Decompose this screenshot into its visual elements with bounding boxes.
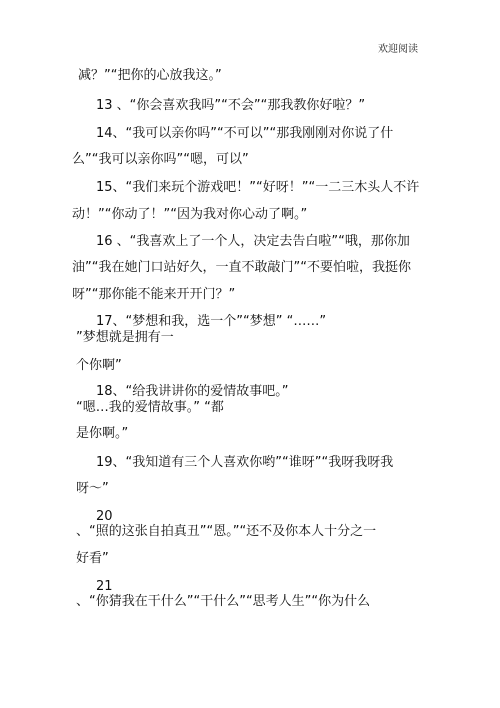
text-line-22: 、“你猜我在干什么”“干什么”“思考人生”“你为什么 bbox=[76, 594, 371, 609]
page-header: 欢迎阅读 bbox=[378, 44, 418, 55]
text-line-11: ”梦想就是拥有一 bbox=[76, 330, 174, 345]
text-line-14: “嗯…我的爱情故事。” “都 bbox=[76, 400, 224, 415]
text-line-6: 动！”“你动了！”“因为我对你心动了啊。” bbox=[72, 207, 308, 222]
text-line-1: 减？”“把你的心放我这。” bbox=[78, 68, 222, 83]
text-line-2: 13 、“你会喜欢我吗”“不会”“那我教你好啦？” bbox=[96, 98, 366, 113]
text-line-20: 好看” bbox=[76, 551, 109, 566]
text-line-3: 14、“我可以亲你吗”“不可以”“那我刚刚对你说了什 bbox=[96, 126, 394, 141]
text-line-8: 油”“我在她门口站好久，一直不敢敲门”“不要怕啦，我挺你 bbox=[72, 260, 411, 275]
text-line-21: 21 bbox=[96, 579, 113, 594]
text-line-15: 是你啊。” bbox=[76, 426, 129, 441]
text-line-18: 20 bbox=[96, 509, 113, 524]
text-line-9: 呀”“那你能不能来开开门？” bbox=[72, 287, 236, 302]
text-line-5: 15、“我们来玩个游戏吧！”“好呀！”“一二三木头人不许 bbox=[96, 180, 420, 195]
text-line-7: 16 、“我喜欢上了一个人，决定去告白啦”“哦，那你加 bbox=[96, 234, 410, 249]
text-line-13: 18、“给我讲讲你的爱情故事吧。” bbox=[96, 384, 289, 399]
text-line-19: 、“照的这张自拍真丑”“恩。”“还不及你本人十分之一 bbox=[76, 524, 377, 539]
text-line-12: 个你啊” bbox=[76, 358, 122, 373]
text-line-4: 么”“我可以亲你吗”“嗯，可以” bbox=[72, 152, 249, 167]
text-line-16: 19、“我知道有三个人喜欢你哟”“谁呀”“我呀我呀我 bbox=[96, 455, 394, 470]
text-line-17: 呀～” bbox=[76, 481, 109, 496]
text-line-10: 17、“梦想和我，选一个”“梦想” “……” bbox=[96, 314, 327, 329]
